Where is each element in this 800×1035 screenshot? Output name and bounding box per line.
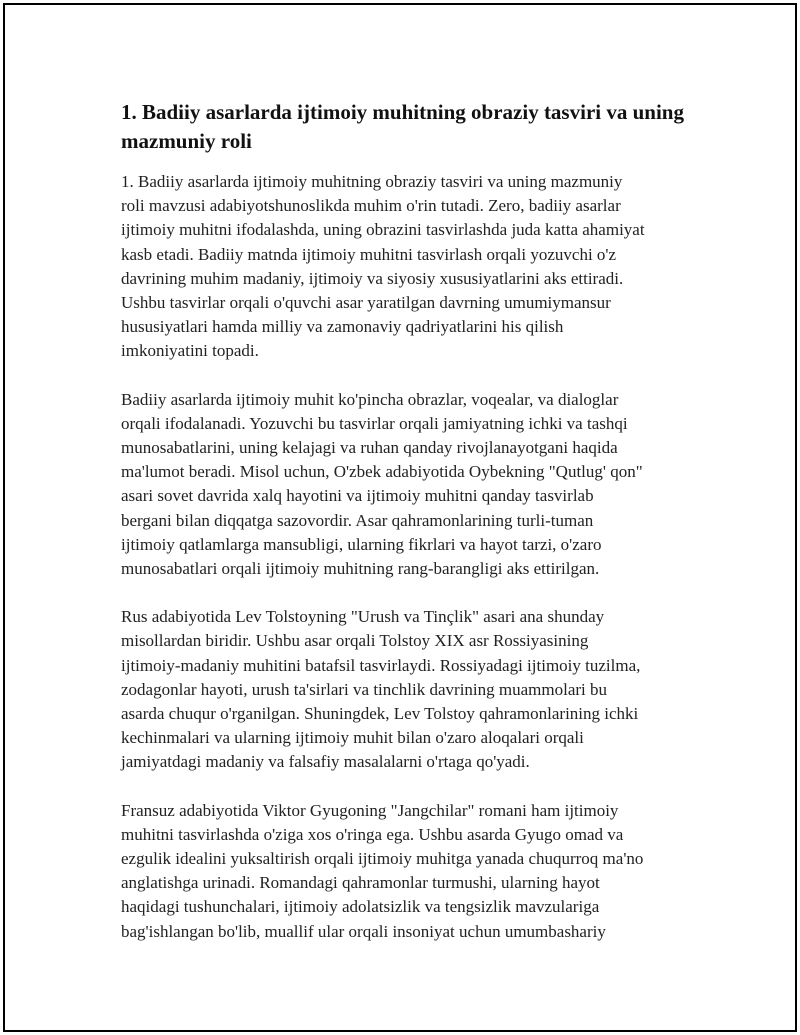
paragraph-3: Rus adabiyotida Lev Tolstoyning "Urush va Tinçlik" asari ana shunday misollardan biridir. Ushbu asar orqali Tolstoy XIX asr Rossiyasining ijtimoiy-madaniy muhitini batafsil tasvirlaydi. Rossiyadagi ijtimoiy tuzilma, zodagonlar hayoti, urush ta'sirlari va tinchlik davrining muammolari bu asarda chuqur o'rganilgan. Shuningdek, Lev Tolstoy qahramonlarining ichki kechinmalari va ularning ijtimoiy muhit bilan o'zaro aloqalari orqali jamiyatdagi madaniy va falsafiy masalalarni o'rtaga qo'yadi. <box>121 607 641 772</box>
document-body <box>121 98 711 968</box>
document-title: 1. Badiiy asarlarda ijtimoiy muhitning obraziy tasviri va uning mazmuniy roli <box>121 100 684 153</box>
paragraph-2: Badiiy asarlarda ijtimoiy muhit ko'pincha obrazlar, voqealar, va dialoglar orqali ifodalanadi. Yozuvchi bu tasvirlar orqali jamiyatning ichki va tashqi munosabatlarini, uning kelajagi va ruhan qanday rivojlanayotgani haqida ma'lumot beradi. Misol uchun, O'zbek adabiyotida Oybekning "Qutlug' qon" asari sovet davrida xalq hayotini va ijtimoiy muhitni qanday tasvirlab bergani bilan diqqatga sazovordir. Asar qahramonlarining turli-tuman ijtimoiy qatlamlarga mansubligi, ularning fikrlari va hayot tarzi, o'zaro munosabatlari orqali ijtimoiy muhitning rang-barangligi aks ettirilgan. <box>121 389 643 579</box>
paragraph-1: 1. Badiiy asarlarda ijtimoiy muhitning obraziy tasviri va uning mazmuniy roli mavzusi adabiyotshunoslikda muhim o'rin tutadi. Zero, badiiy asarlar ijtimoiy muhitni ifodalashda, uning obrazini tasvirlashda juda katta ahamiyat kasb etadi. Badiiy matnda ijtimoiy muhitni tasvirlash orqali yozuvchi o'z davrining muhim madaniy, ijtimoiy va siyosiy xususiyatlarini aks ettiradi. Ushbu tasvirlar orqali o'quvchi asar yaratilgan davrning umumiymansur hususiyatlari hamda milliy va zamonaviy qadriyatlarini his qilish imkoniyatini topadi. <box>121 172 645 361</box>
paragraph-4: Fransuz adabiyotida Viktor Gyugoning "Jangchilar" romani ham ijtimoiy muhitni tasvirlashda o'ziga xos o'ringa ega. Ushbu asarda Gyugo omad va ezgulik idealini yuksaltirish orqali ijtimoiy muhitga yanada chuqurroq ma'no anglatishga urinadi. Romandagi qahramonlar turmushi, ularning hayot haqidagi tushunchalari, ijtimoiy adolatsizlik va tengsizlik mavzulariga bag'ishlangan bo'lib, muallif ular orqali insoniyat uchun umumbashariy <box>121 800 644 941</box>
page-frame <box>3 3 797 1032</box>
